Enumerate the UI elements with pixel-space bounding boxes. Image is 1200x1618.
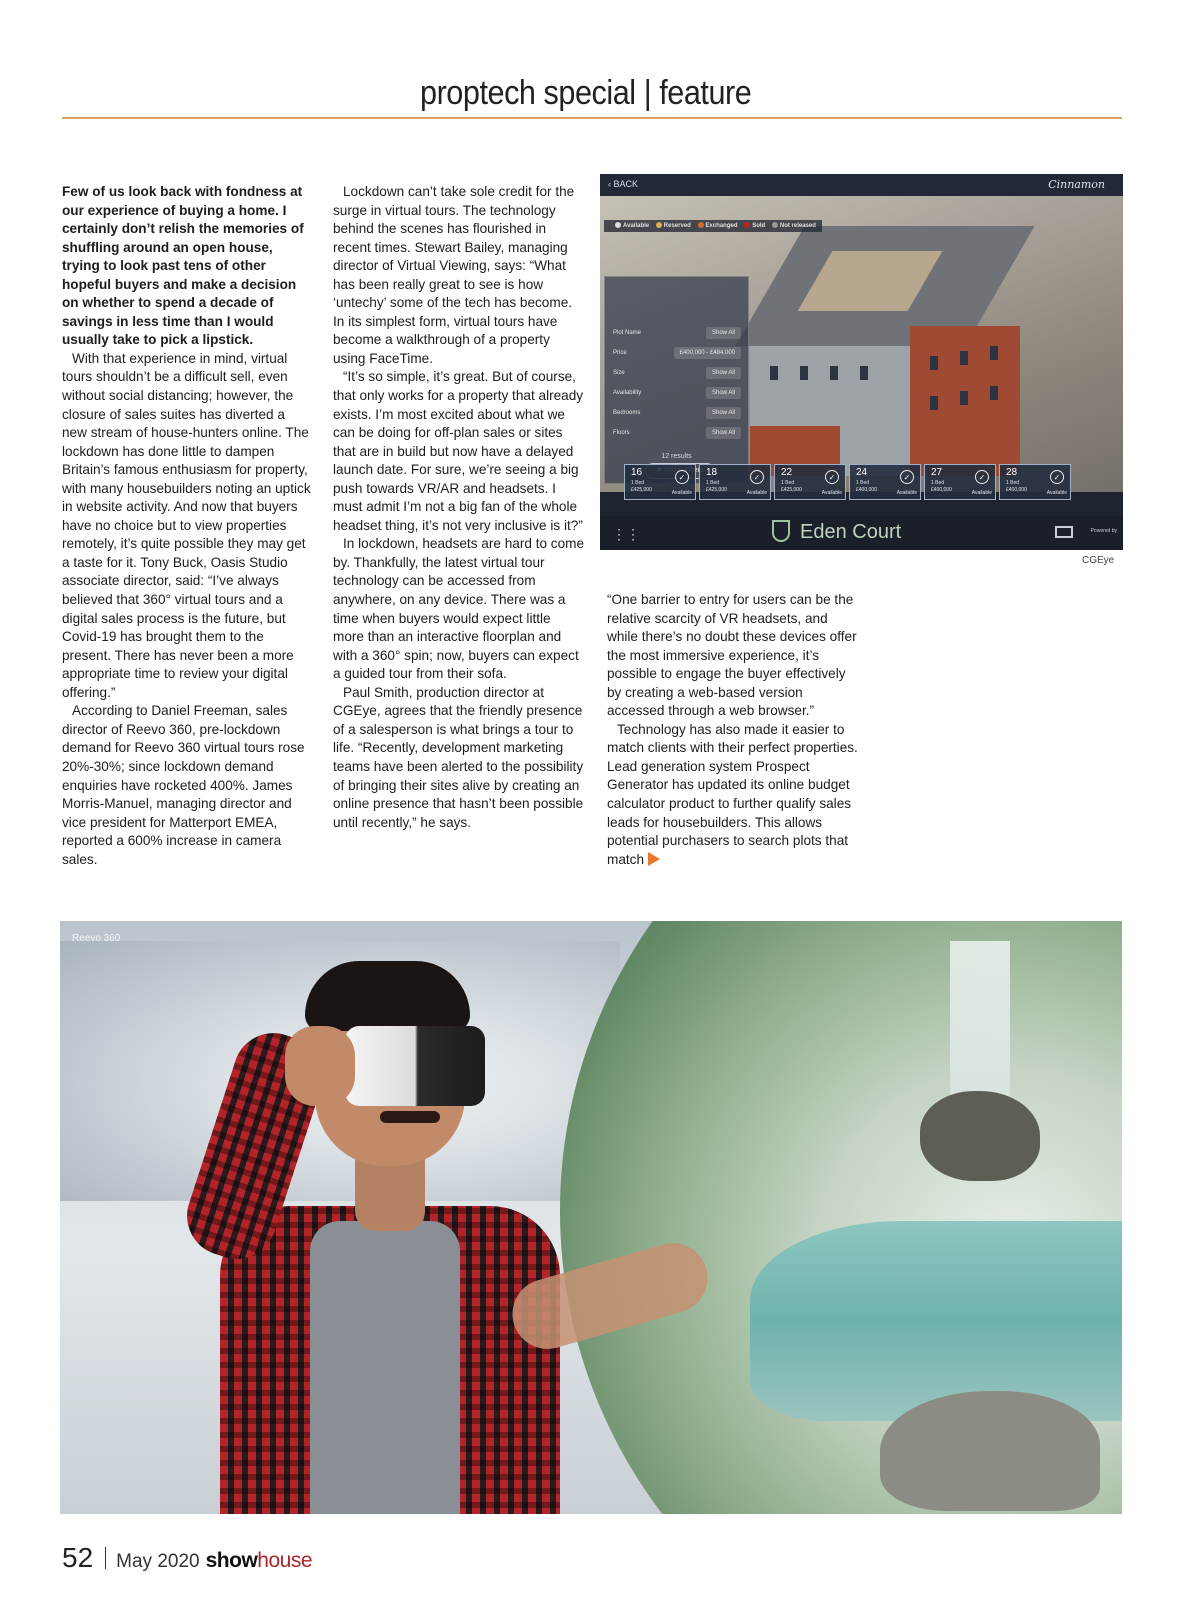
plot-number: 28 xyxy=(1006,467,1018,478)
plot-status: Available xyxy=(821,490,842,496)
check-icon: ✓ xyxy=(975,470,989,484)
legend-swatch xyxy=(772,222,778,228)
plot-price: £425,000 xyxy=(781,487,802,493)
window xyxy=(990,386,998,400)
filter-row xyxy=(613,327,741,341)
plot-meta xyxy=(931,480,952,494)
window xyxy=(860,366,868,380)
legend-label: Exchanged xyxy=(705,223,738,229)
filter-label: Availability xyxy=(613,390,642,396)
window xyxy=(960,351,968,365)
check-icon: ✓ xyxy=(1050,470,1064,484)
body-paragraph: With that experience in mind, virtual tours shouldn’t be a difficult sell, even without social distancing; however, the closure of sales suites has diverted a new stream of house-hunters online. The lockdown has done little to dampen Britain’s famous enthusiasm for property, with many housebuilders noting an uptick in website activity. And now that buyers have no choice but to view properties remotely, it’s quite possible they may get a taste for it. Tony Buck, Oasis Studio associate director, said: “I’ve always believed that 360° virtual tours and a digital sales process is the future, but Covid-19 has brought them to the present. There has never been a more appropriate time to review your digital offering.” xyxy=(62,350,311,700)
plot-price: £425,000 xyxy=(631,487,652,493)
filter-row xyxy=(613,347,741,361)
filter-panel xyxy=(604,276,749,484)
body-paragraph: “One barrier to entry for users can be the relative scarcity of VR headsets, and while there’s no doubt these devices offer the most immersive experience, it’s possible to engage the buyer effectively by creating a web-based version accessed through a web browser.” xyxy=(607,592,857,719)
body-paragraph xyxy=(607,721,862,869)
body-paragraph: Lockdown can’t take sole credit for the surge in virtual tours. The technology behind the scenes has flourished in recent times. Stewart Bailey, managing director of Virtual Viewing, says: “What has been really great to see is how ‘untechy’ some of the tech has become. In its simplest form, virtual tours have become a walkthrough of a property using FaceTime. xyxy=(333,184,575,366)
page-header xyxy=(0,74,1200,120)
check-icon: ✓ xyxy=(900,470,914,484)
virtual-tour-screenshot xyxy=(600,174,1123,550)
legend-swatch xyxy=(744,222,750,228)
plot-status: Available xyxy=(971,490,992,496)
tour-footer-bar xyxy=(600,516,1123,550)
tour-back-button: ‹ BACK xyxy=(608,179,639,189)
plot-meta xyxy=(781,480,802,494)
header-rule xyxy=(62,117,1122,119)
window xyxy=(930,396,938,410)
powered-by-label: Powered by xyxy=(1090,528,1117,534)
plot-card xyxy=(924,464,996,500)
plot-card xyxy=(624,464,696,500)
image-credit: Reevo 360 xyxy=(72,933,121,944)
filter-value: Show All xyxy=(706,407,741,419)
article-column-3 xyxy=(607,591,862,869)
body-paragraph: Paul Smith, production director at CGEye, agrees that the friendly presence of a salesperson is what brings a tour to life. “Recently, development marketing teams have been alerted to the possibility of bringing their sites alive by creating an online presence that hasn’t been possible until recently,” he says. xyxy=(333,684,584,830)
filter-value: £400,000 - £484,000 xyxy=(674,347,741,359)
plot-beds: 1 Bed xyxy=(856,480,870,486)
tour-top-bar xyxy=(600,174,1123,196)
grey-tshirt xyxy=(310,1221,460,1514)
tour-brand-logo: Cinnamon xyxy=(1048,178,1105,191)
check-icon: ✓ xyxy=(750,470,764,484)
filter-label: Size xyxy=(613,370,625,376)
page-number: 52 xyxy=(62,1542,94,1573)
issue-date: May 2020 xyxy=(116,1551,200,1572)
filter-value: Show All xyxy=(706,367,741,379)
check-icon: ✓ xyxy=(825,470,839,484)
plot-meta xyxy=(631,480,652,494)
plot-beds: 1 Bed xyxy=(931,480,945,486)
vr-headset xyxy=(345,1026,485,1106)
filter-label: Price xyxy=(613,350,627,356)
body-paragraph-text: Technology has also made it easier to match clients with their perfect properties. Lead generation system Prospect Generator has updated its online budget calculator product to further qualify sales leads for housebuilders. This allows potential purchasers to search plots that match xyxy=(607,721,858,867)
page-footer xyxy=(62,1542,312,1582)
plot-status: Available xyxy=(1046,490,1067,496)
brand-bold: show xyxy=(205,1549,258,1572)
plot-meta xyxy=(1006,480,1027,494)
brand-light: house xyxy=(257,1549,312,1572)
tour-back-label: BACK xyxy=(613,179,639,189)
plot-status: Available xyxy=(896,490,917,496)
plot-beds: 1 Bed xyxy=(1006,480,1020,486)
body-paragraph: In lockdown, headsets are hard to come by. Thankfully, the latest virtual tour technology can be accessed from anywhere, on any device. There was a time when buyers would expect little more than an interactive floorplan and with a 360° spin; now, buyers can expect a guided tour from their sofa. xyxy=(333,536,585,682)
status-legend xyxy=(604,220,822,232)
filter-value: Show All xyxy=(706,387,741,399)
window xyxy=(800,366,808,380)
hand xyxy=(285,1026,355,1106)
man-wearing-vr-headset xyxy=(180,971,610,1514)
window xyxy=(830,366,838,380)
moustache xyxy=(380,1111,440,1123)
window xyxy=(770,366,778,380)
plot-card xyxy=(999,464,1071,500)
results-count: 12 results xyxy=(661,453,692,460)
grid-menu-icon: ⋮⋮ xyxy=(612,526,640,542)
plot-number: 16 xyxy=(631,467,643,478)
plot-card xyxy=(774,464,846,500)
legend-swatch xyxy=(656,222,662,228)
image-credit: CGEye xyxy=(1082,555,1115,566)
window xyxy=(930,356,938,370)
plot-beds: 1 Bed xyxy=(631,480,645,486)
filter-value: Show All xyxy=(706,327,741,339)
filter-row xyxy=(613,407,741,421)
plot-number: 27 xyxy=(931,467,943,478)
body-paragraph: According to Daniel Freeman, sales director of Reevo 360, pre-lockdown demand for Reevo 360 virtual tours rose 20%-30%; since lockdown demand enquiries have rocketed 400%. James Morris-Manuel, managing director and vice president for Matterport EMEA, reported a 600% increase in camera sales. xyxy=(62,703,305,867)
filter-row xyxy=(613,427,741,441)
filter-label: Floors xyxy=(613,430,630,436)
filter-row xyxy=(613,387,741,401)
plot-number: 24 xyxy=(856,467,868,478)
plot-price: £400,000 xyxy=(1006,487,1027,493)
window xyxy=(990,346,998,360)
plot-cards xyxy=(624,464,1119,500)
rock xyxy=(920,1091,1040,1181)
development-name: Eden Court xyxy=(800,521,902,543)
building-render xyxy=(600,196,1123,492)
window xyxy=(960,391,968,405)
legend-label: Sold xyxy=(752,223,766,229)
river-water xyxy=(750,1221,1122,1421)
plot-beds: 1 Bed xyxy=(706,480,720,486)
body-paragraph: “It’s so simple, it’s great. But of course, that only works for a property that already exists. I’m most excited about what we can be doing for off-plan sales or sites that are in build but now have a delayed launch date. For sure, we’re seeing a big push towards VR/AR and headsets. I must admit I’m not a big fan of the whole headset thing, it’s not very inclusive is it?” xyxy=(333,369,584,533)
legend-swatch xyxy=(615,222,621,228)
plot-meta xyxy=(856,480,877,494)
filter-label: Bedrooms xyxy=(613,410,641,416)
continue-arrow-icon xyxy=(648,852,660,866)
plot-price: £400,000 xyxy=(931,487,952,493)
rock xyxy=(880,1391,1100,1511)
plot-beds: 1 Bed xyxy=(781,480,795,486)
legend-label: Not released xyxy=(779,223,816,229)
plot-status: Available xyxy=(671,490,692,496)
filter-row xyxy=(613,367,741,381)
check-icon: ✓ xyxy=(675,470,689,484)
plot-status: Available xyxy=(746,490,767,496)
plot-number: 22 xyxy=(781,467,793,478)
filter-value: Show All xyxy=(706,427,741,439)
filter-label: Plot Name xyxy=(613,330,642,336)
article-column-2 xyxy=(333,183,585,832)
waterfall xyxy=(950,941,1010,1111)
development-logo-icon xyxy=(772,520,790,542)
plot-card xyxy=(699,464,771,500)
legend-label: Available xyxy=(623,223,650,229)
legend-label: Reserved xyxy=(663,223,691,229)
plot-card xyxy=(849,464,921,500)
monitor-icon xyxy=(1055,526,1073,538)
plot-price: £400,000 xyxy=(856,487,877,493)
lead-paragraph: Few of us look back with fondness at our experience of buying a home. I certainly don’t relish the memories of shuffling around an open house, trying to look past tens of other hopeful buyers and make a decision on whether to spend a decade of savings in less time than I would usually take to pick a lipstick. xyxy=(62,184,304,348)
plot-meta xyxy=(706,480,727,494)
article-column-1 xyxy=(62,183,312,869)
plot-number: 18 xyxy=(706,467,718,478)
legend-swatch xyxy=(698,222,704,228)
footer-divider xyxy=(105,1547,106,1569)
section-title: proptech special | feature xyxy=(420,74,752,112)
hair xyxy=(305,961,470,1031)
plot-price: £425,000 xyxy=(706,487,727,493)
vr-headset-photo xyxy=(60,921,1122,1514)
